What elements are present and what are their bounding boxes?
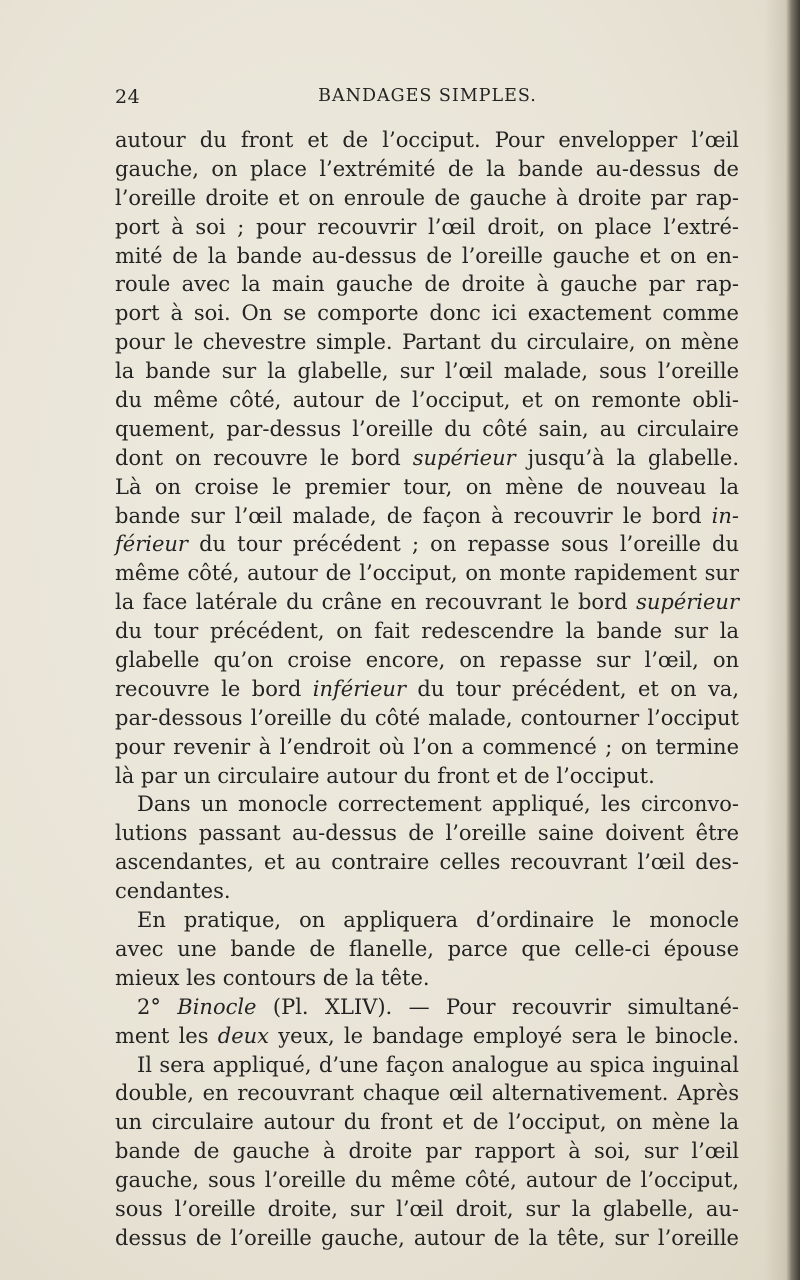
text-run: jusqu’à la glabelle.: [515, 445, 739, 470]
italic-run: supérieur: [412, 445, 516, 470]
text-run: 2°: [137, 994, 178, 1019]
text-line: [115, 762, 739, 791]
text-line-content: pour revenir à l’endroit où l’on a commencé ; on termine: [115, 734, 739, 759]
running-title: BANDAGES SIMPLES.: [318, 86, 537, 106]
text-line: [115, 877, 739, 906]
text-line-content: du tour précédent, on fait redescendre la bande sur la: [115, 619, 739, 644]
text-line: [115, 1137, 739, 1166]
text-line: [115, 1195, 739, 1224]
text-line: [115, 155, 739, 184]
text-line: [115, 964, 739, 993]
text-run: bande sur l’œil malade, de façon à recouvrir le bord: [115, 503, 712, 528]
text-line: [115, 299, 739, 328]
text-line-content: autour du front et de l’occiput. Pour envelopper l’œil: [115, 128, 739, 152]
text-line-content: En pratique, on appliquera d’ordinaire le monocle: [137, 908, 739, 933]
text-line: [115, 848, 739, 877]
text-line-content: Là on croise le premier tour, on mène de nouveau la: [115, 474, 739, 499]
text-line-content: cendantes.: [115, 879, 231, 904]
italic-run: inférieur: [312, 676, 406, 701]
text-line: [115, 993, 739, 1022]
text-line: [115, 733, 739, 762]
italic-run: supérieur: [636, 590, 739, 615]
text-line: [115, 126, 739, 155]
text-line-content: du même côté, autour de l’occiput, et on remonte obli-: [115, 388, 739, 413]
text-line-content: ascendantes, et au contraire celles recouvrant l’œil des-: [115, 850, 739, 875]
text-line: [115, 473, 739, 502]
text-line: [115, 357, 739, 386]
text-run: du tour précédent, et on va,: [405, 676, 739, 701]
text-line-content: là par un circulaire autour du front et de l’occiput.: [115, 763, 655, 788]
text-line: [115, 184, 739, 213]
italic-run: deux: [217, 1023, 270, 1048]
text-line: [115, 1022, 739, 1051]
text-line-content: port à soi. On se comporte donc ici exactement comme: [115, 301, 739, 326]
text-line: [115, 646, 739, 675]
text-line-content: bande de gauche à droite par rapport à soi, sur l’œil: [115, 1139, 739, 1164]
body-text: [115, 126, 739, 1253]
text-line-content: mieux les contours de la tête.: [115, 965, 430, 990]
text-run: ment les: [115, 1023, 218, 1048]
page-number: 24: [115, 86, 141, 108]
text-line-content: lutions passant au-dessus de l’oreille saine doivent être: [115, 821, 739, 846]
text-line-content: port à soi ; pour recouvrir l’œil droit, on place l’extré-: [115, 214, 739, 239]
text-line: [115, 444, 739, 473]
text-line: [115, 415, 739, 444]
text-line: [115, 242, 739, 271]
text-line-content: gauche, sous l’oreille du même côté, autour de l’occiput,: [115, 1168, 739, 1193]
text-line-content: mité de la bande au-dessus de l’oreille gauche et on en-: [115, 243, 739, 268]
text-line-content: double, en recouvrant chaque œil alternativement. Après: [115, 1081, 739, 1106]
text-line-content: glabelle qu’on croise encore, on repasse sur l’œil, on: [115, 648, 739, 673]
text-line-content: un circulaire autour du front et de l’occiput, on mène la: [115, 1110, 739, 1135]
text-line: [115, 935, 739, 964]
text-line: [115, 1224, 739, 1253]
text-run: yeux, le bandage employé sera le binocle.: [269, 1023, 740, 1048]
text-line-content: roule avec la main gauche de droite à gauche par rap-: [115, 272, 739, 297]
text-line: [115, 704, 739, 733]
italic-run: in-: [711, 503, 739, 528]
text-line-content: l’oreille droite et on enroule de gauche à droite par rap-: [115, 185, 739, 210]
text-line-content: quement, par-dessus l’oreille du côté sain, au circulaire: [115, 416, 739, 441]
text-line: [115, 328, 739, 357]
text-line-content: même côté, autour de l’occiput, on monte rapidement sur: [115, 561, 739, 586]
italic-run: férieur: [115, 532, 188, 557]
text-run: du tour précédent ; on repasse sous l’oreille du: [187, 532, 739, 557]
text-run: dont on recouvre le bord: [115, 445, 413, 470]
text-line-content: pour le chevestre simple. Partant du circulaire, on mène: [115, 330, 739, 355]
text-line: [115, 213, 739, 242]
page-gutter-shadow: [764, 0, 786, 1280]
text-line: [115, 819, 739, 848]
italic-run: Binocle: [177, 994, 257, 1019]
text-line-content: dessus de l’oreille gauche, autour de la tête, sur l’oreille: [115, 1225, 739, 1250]
text-line-content: avec une bande de flanelle, parce que celle-ci épouse: [115, 936, 739, 961]
page-header: [115, 86, 740, 112]
text-line-content: la bande sur la glabelle, sur l’œil malade, sous l’oreille: [115, 359, 739, 384]
text-line: [115, 906, 739, 935]
text-line: [115, 530, 739, 559]
text-run: (Pl. XLIV). — Pour recouvrir simultané-: [256, 994, 739, 1019]
text-line: [115, 502, 739, 531]
text-run: recouvre le bord: [115, 676, 313, 701]
text-line-content: par-dessous l’oreille du côté malade, contourner l’occiput: [115, 705, 739, 730]
text-line: [115, 1051, 739, 1080]
text-run: la face latérale du crâne en recouvrant le bord: [115, 590, 637, 615]
text-line: [115, 1079, 739, 1108]
text-line: [115, 1108, 739, 1137]
text-line: [115, 617, 739, 646]
text-line-content: gauche, on place l’extrémité de la bande au-dessus de: [115, 156, 739, 181]
page-edge: [786, 0, 800, 1280]
text-line-content: Il sera appliqué, d’une façon analogue au spica inguinal: [137, 1052, 739, 1077]
text-line: [115, 386, 739, 415]
text-line: [115, 1166, 739, 1195]
text-line-content: Dans un monocle correctement appliqué, les circonvo-: [137, 792, 739, 817]
text-line: [115, 559, 739, 588]
text-line: [115, 675, 739, 704]
text-line-content: sous l’oreille droite, sur l’œil droit, sur la glabelle, au-: [115, 1196, 739, 1221]
text-line: [115, 270, 739, 299]
text-line: [115, 588, 739, 617]
text-line: [115, 790, 739, 819]
